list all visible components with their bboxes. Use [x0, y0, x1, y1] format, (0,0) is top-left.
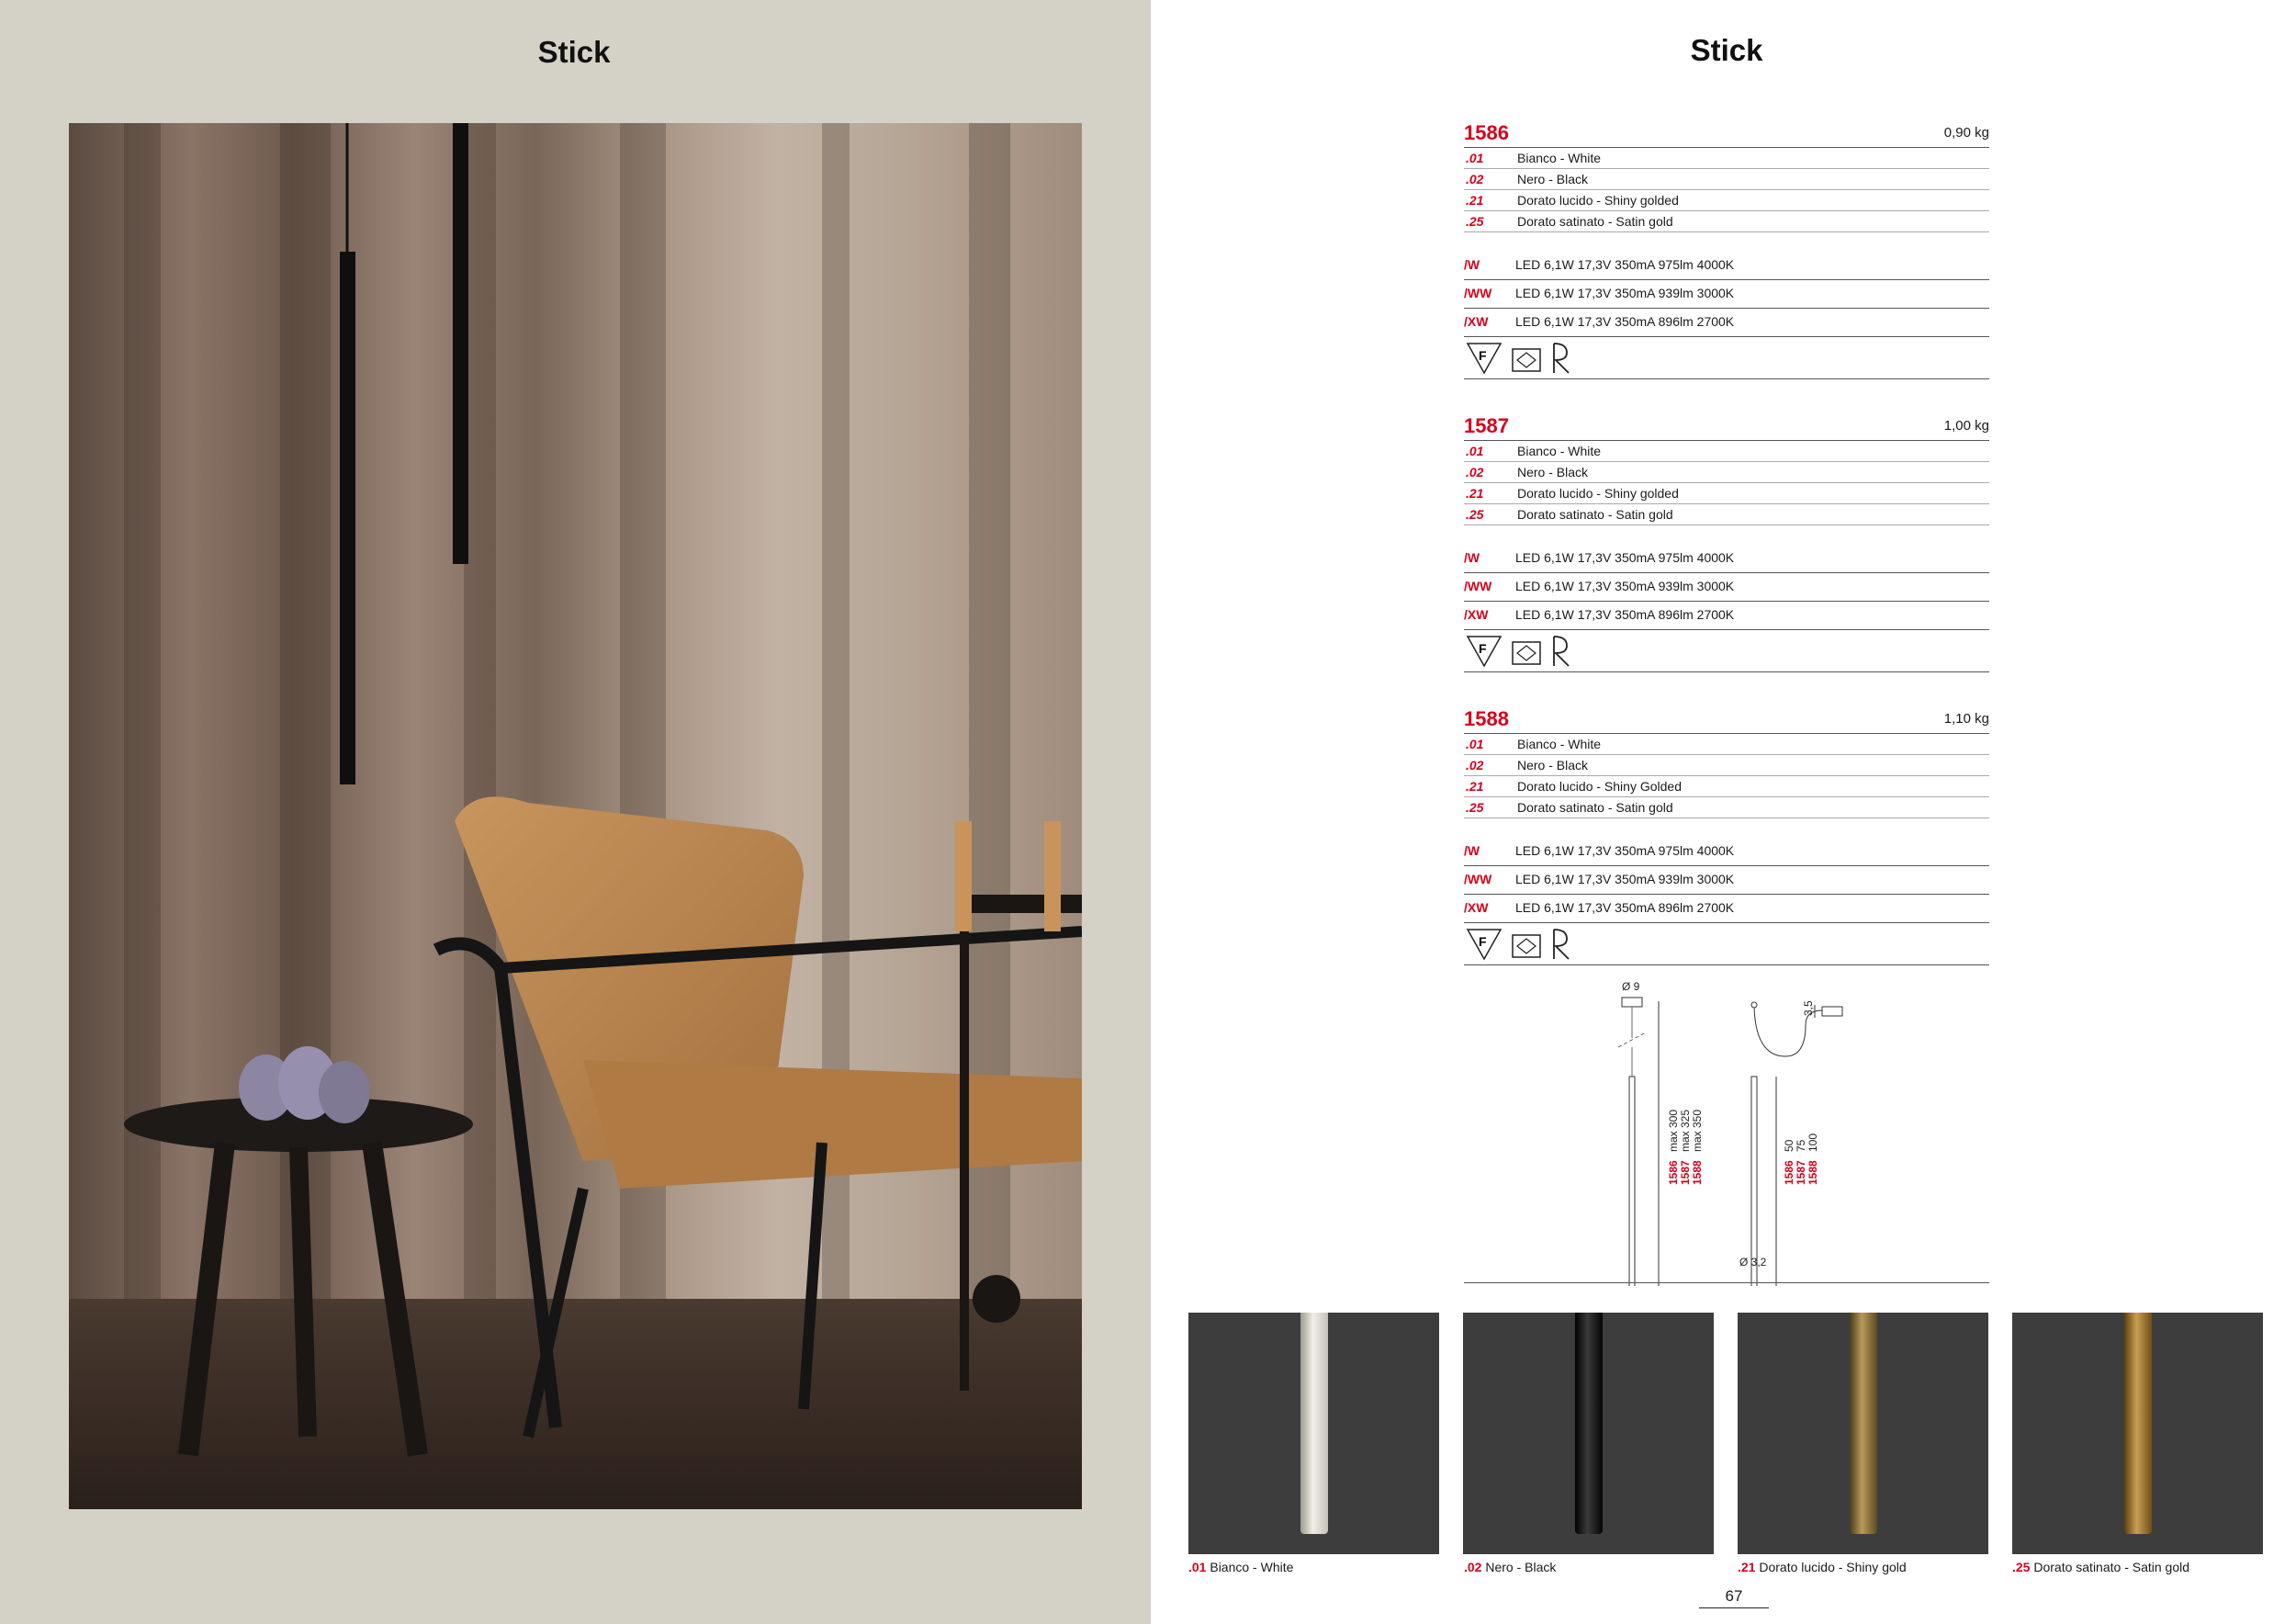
lamp-tube-black — [1575, 1313, 1603, 1534]
led-spec: LED 6,1W 17,3V 350mA 975lm 4000K — [1515, 550, 1735, 565]
finish-name: Dorato satinato - Satin gold — [1517, 507, 1673, 522]
finish-code: .02 — [1466, 758, 1484, 773]
finish-name: Nero - Black — [1517, 758, 1589, 773]
swatch-caption: .01 Bianco - White — [1188, 1560, 1294, 1574]
lamp-tube-white — [1300, 1313, 1328, 1534]
finish-row — [1464, 733, 1989, 754]
installation-box-icon — [1510, 928, 1543, 961]
bottom-diameter-label: Ø 3,2 — [1739, 1256, 1767, 1269]
finish-code: .02 — [1466, 172, 1484, 186]
lamp-body-flex — [1751, 1077, 1757, 1286]
finish-row — [1464, 461, 1989, 482]
finish-code: .01 — [1466, 737, 1484, 751]
product-section — [1464, 414, 1989, 671]
finish-code: .02 — [1466, 465, 1484, 479]
product-weight: 1,00 kg — [1943, 418, 1989, 434]
finish-code: .21 — [1466, 486, 1484, 501]
svg-text:1586: 1586 — [1783, 1160, 1795, 1185]
led-row — [1464, 545, 1989, 572]
certification-icons — [1466, 928, 1574, 961]
finish-row — [1464, 210, 1989, 231]
svg-text:3,5: 3,5 — [1802, 1000, 1815, 1016]
svg-text:100: 100 — [1806, 1133, 1819, 1152]
led-spec: LED 6,1W 17,3V 350mA 896lm 2700K — [1515, 900, 1735, 915]
led-spec: LED 6,1W 17,3V 350mA 939lm 3000K — [1515, 872, 1735, 886]
finish-code: .21 — [1466, 779, 1484, 794]
led-code: /XW — [1464, 607, 1489, 622]
finish-swatch-black — [1463, 1313, 1714, 1554]
finish-name: Dorato satinato - Satin gold — [1517, 800, 1673, 815]
led-spec: LED 6,1W 17,3V 350mA 896lm 2700K — [1515, 607, 1735, 622]
led-spec: LED 6,1W 17,3V 350mA 896lm 2700K — [1515, 314, 1735, 329]
led-code: /WW — [1464, 286, 1492, 300]
canopy — [1622, 998, 1642, 1007]
finish-code: .25 — [1466, 214, 1484, 229]
certification-icons — [1466, 342, 1574, 375]
svg-text:75: 75 — [1795, 1139, 1807, 1152]
lamp-tube-satin-gold — [2124, 1313, 2152, 1534]
finish-name: Bianco - White — [1517, 444, 1602, 458]
finish-name: Dorato lucido - Shiny golded — [1517, 193, 1679, 208]
led-row — [1464, 573, 1989, 601]
svg-text:1588: 1588 — [1691, 1160, 1704, 1185]
led-spec: LED 6,1W 17,3V 350mA 939lm 3000K — [1515, 286, 1735, 300]
finish-code: .21 — [1466, 193, 1484, 208]
finish-row — [1464, 754, 1989, 775]
product-code: 1587 — [1464, 414, 1509, 437]
installation-box-icon — [1510, 342, 1543, 375]
interior-photo — [69, 123, 1082, 1509]
product-code: 1586 — [1464, 121, 1509, 144]
finish-code: .25 — [1466, 507, 1484, 522]
product-section — [1464, 707, 1989, 964]
finish-row — [1464, 440, 1989, 461]
product-section — [1464, 121, 1989, 378]
lamp-body-straight — [1629, 1077, 1635, 1286]
installation-box-icon — [1510, 635, 1543, 668]
led-code: /WW — [1464, 579, 1492, 593]
page-number: 67 — [1699, 1587, 1769, 1608]
suspension-cable-icon — [1550, 635, 1574, 668]
led-code: /W — [1464, 257, 1480, 272]
suspension-cable-icon — [1550, 928, 1574, 961]
f-mark-icon — [1466, 635, 1503, 668]
finish-name: Dorato lucido - Shiny Golded — [1517, 779, 1682, 794]
svg-text:F: F — [1479, 348, 1487, 363]
finish-row — [1464, 168, 1989, 189]
swatch-caption: .25 Dorato satinato - Satin gold — [2012, 1560, 2190, 1574]
finish-name: Nero - Black — [1517, 172, 1589, 186]
finish-row — [1464, 482, 1989, 503]
led-row — [1464, 895, 1989, 922]
finish-code: .01 — [1466, 444, 1484, 458]
finish-name: Dorato satinato - Satin gold — [1517, 214, 1673, 229]
left-diameter-label: Ø 9 — [1622, 980, 1640, 993]
lamp-tube-shiny-gold — [1850, 1313, 1877, 1534]
certification-icons — [1466, 635, 1574, 668]
product-weight: 0,90 kg — [1943, 125, 1989, 141]
remote-canopy — [1822, 1007, 1842, 1016]
led-spec: LED 6,1W 17,3V 350mA 975lm 4000K — [1515, 843, 1735, 858]
led-code: /WW — [1464, 872, 1492, 886]
product-code: 1588 — [1464, 707, 1509, 730]
led-row — [1464, 602, 1989, 629]
product-weight: 1,10 kg — [1943, 711, 1989, 727]
f-mark-icon — [1466, 342, 1503, 375]
finish-row — [1464, 147, 1989, 168]
svg-text:1588: 1588 — [1806, 1160, 1819, 1185]
finish-code: .25 — [1466, 800, 1484, 815]
led-row — [1464, 838, 1989, 865]
led-row — [1464, 280, 1989, 308]
led-row — [1464, 309, 1989, 336]
finish-row — [1464, 796, 1989, 818]
led-spec: LED 6,1W 17,3V 350mA 939lm 3000K — [1515, 579, 1735, 593]
svg-text:max 300: max 300 — [1667, 1109, 1680, 1152]
finish-name: Nero - Black — [1517, 465, 1589, 479]
finish-row — [1464, 189, 1989, 210]
led-row — [1464, 866, 1989, 894]
swatch-caption: .21 Dorato lucido - Shiny gold — [1738, 1560, 1907, 1574]
led-code: /W — [1464, 843, 1480, 858]
right-page-title: Stick — [1690, 33, 1763, 67]
photo-illustration — [69, 123, 1082, 1509]
finish-row — [1464, 775, 1989, 796]
led-row — [1464, 252, 1989, 279]
svg-text:max 325: max 325 — [1679, 1109, 1692, 1152]
svg-text:F: F — [1479, 934, 1487, 949]
finish-name: Bianco - White — [1517, 151, 1602, 165]
left-page-title: Stick — [537, 35, 611, 69]
divider — [1464, 1282, 1989, 1283]
finish-swatch-white — [1188, 1313, 1439, 1554]
finish-swatch-satin-gold — [2012, 1313, 2263, 1554]
finish-name: Bianco - White — [1517, 737, 1602, 751]
finish-row — [1464, 503, 1989, 524]
swatch-caption: .02 Nero - Black — [1464, 1560, 1557, 1574]
svg-text:max 350: max 350 — [1691, 1109, 1704, 1152]
svg-text:F: F — [1479, 641, 1487, 656]
f-mark-icon — [1466, 928, 1503, 961]
led-code: /XW — [1464, 900, 1489, 915]
svg-text:50: 50 — [1783, 1139, 1795, 1152]
suspension-cable-icon — [1550, 342, 1574, 375]
finish-name: Dorato lucido - Shiny golded — [1517, 486, 1679, 501]
svg-text:1587: 1587 — [1795, 1160, 1807, 1185]
svg-text:1586: 1586 — [1667, 1160, 1680, 1185]
led-spec: LED 6,1W 17,3V 350mA 975lm 4000K — [1515, 257, 1735, 272]
led-code: /XW — [1464, 314, 1489, 329]
led-code: /W — [1464, 550, 1480, 565]
finish-swatch-shiny-gold — [1738, 1313, 1988, 1554]
finish-code: .01 — [1466, 151, 1484, 165]
technical-drawing — [1464, 974, 1989, 1286]
svg-text:1587: 1587 — [1679, 1160, 1692, 1185]
